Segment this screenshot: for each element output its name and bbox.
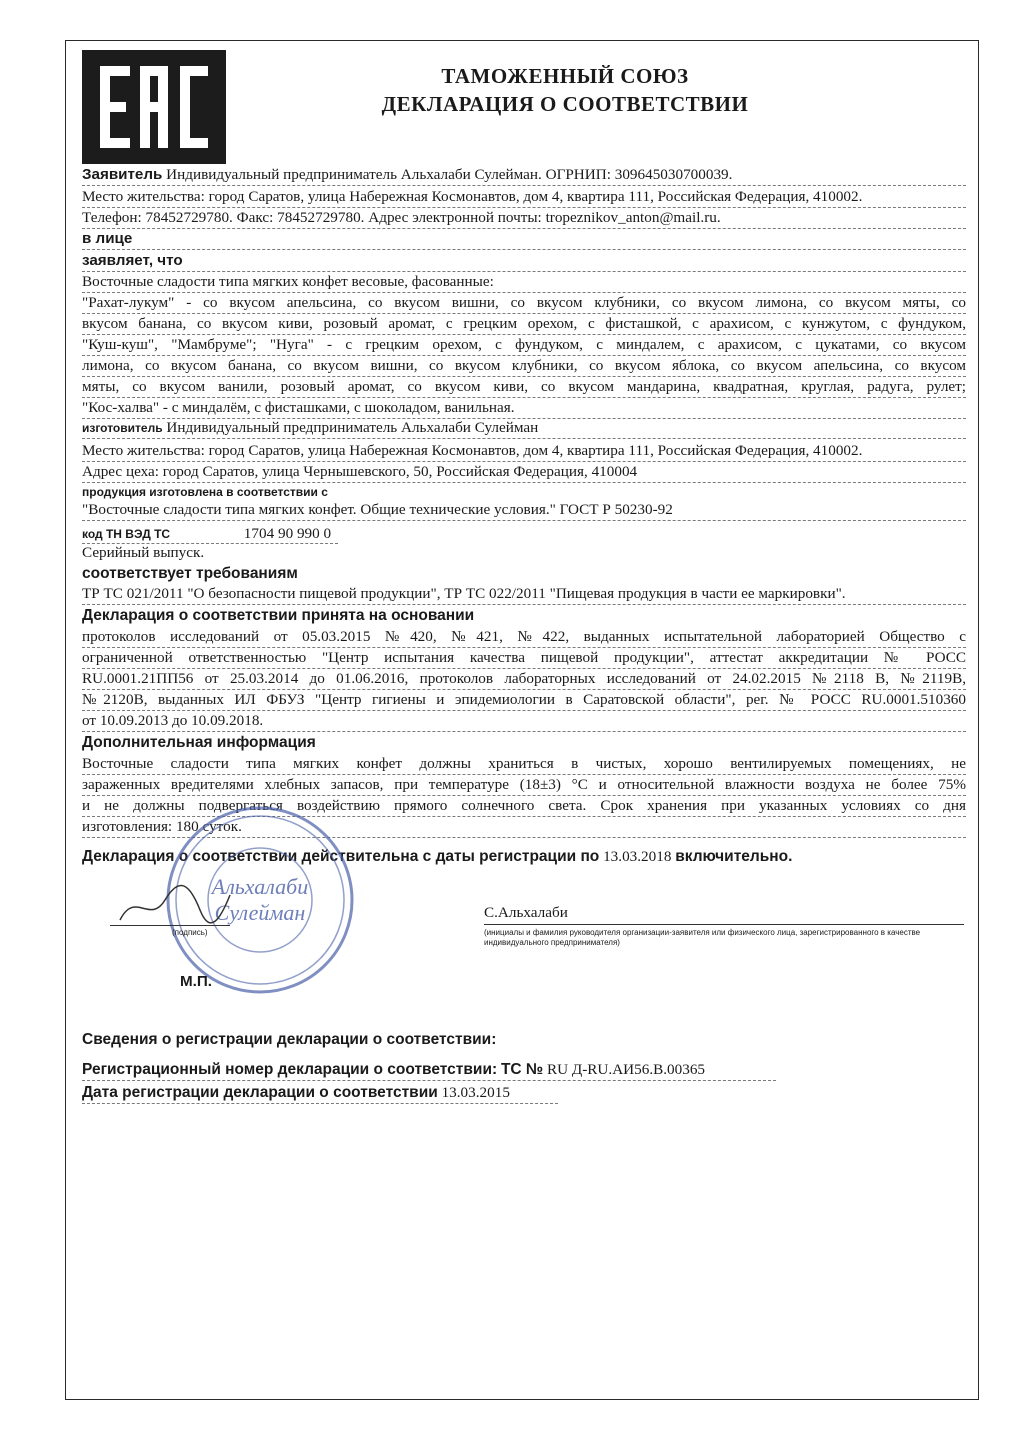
product-line4: "Куш-куш", "Мамбруме"; "Нуга" - с грецким орехом, с фундуком, с миндалем, с арахисом, с цукатами, со вкусом	[82, 335, 966, 356]
signature-caption: (подпись)	[172, 928, 208, 937]
basis-label: Декларация о соответствии принята на основании	[82, 607, 475, 624]
header-union: ТАМОЖЕННЫЙ СОЮЗ	[441, 64, 689, 88]
tnved-line	[82, 524, 966, 544]
header-declaration: ДЕКЛАРАЦИЯ О СООТВЕТСТВИИ	[381, 92, 749, 116]
standard-value: "Восточные сладости типа мягких конфет. Общие технические условия." ГОСТ Р 50230-92	[82, 500, 966, 521]
eac-logo	[82, 50, 226, 164]
registration-date-underline	[82, 1103, 558, 1104]
signatory-caption-1: (инициалы и фамилия руководителя организации-заявителя или физического лица, зарегистрированного в качестве	[484, 928, 921, 937]
standard-label: продукция изготовлена в соответствии с	[82, 485, 328, 499]
registration-number-label: Регистрационный номер декларации о соответствии:	[82, 1061, 498, 1078]
applicant-contacts: Телефон: 78452729780. Факс: 78452729780. Адрес электронной почты: tropeznikov_anton@mail.ru.	[82, 208, 966, 229]
signature-scribble	[115, 880, 235, 930]
declares-label: заявляет, что	[82, 251, 966, 272]
svg-text:Сулейман: Сулейман	[214, 900, 306, 925]
registration-number-line	[82, 1060, 966, 1080]
manufacturer-line	[82, 418, 966, 439]
validity-prefix: Декларация о соответствии действительна с даты регистрации по	[82, 848, 600, 865]
registration-date-value: 13.03.2015	[441, 1084, 510, 1101]
tnved-value: 1704 90 990 0	[243, 525, 332, 542]
registration-number-prefix: ТС №	[500, 1061, 544, 1078]
basis-line5: от 10.09.2013 до 10.09.2018.	[82, 711, 966, 732]
registration-number-underline	[82, 1080, 776, 1081]
tnved-label: код ТН ВЭД ТС	[82, 527, 171, 541]
signatory-line	[484, 924, 964, 925]
applicant-line1	[82, 165, 966, 186]
product-line5: лимона, со вкусом банана, со вкусом вишни, со вкусом клубники, со вкусом яблока, со вкусом апельсина, со вкусом	[82, 356, 966, 377]
validity-date: 13.03.2018	[603, 848, 672, 865]
manufacturer-name: Индивидуальный предприниматель Альхалаби Сулейман	[166, 419, 539, 436]
svg-text:Альхалаби: Альхалаби	[211, 874, 309, 899]
basis-line2: ограниченной ответственностью "Центр испытания качества пищевой продукции", аттестат аккредитации № РОСС	[82, 648, 966, 669]
manufacturer-address: Место жительства: город Саратов, улица Набережная Космонавтов, дом 4, квартира 111, Российская Федерация, 410002.	[82, 441, 966, 462]
signatory-caption-2: индивидуального предпринимателя)	[484, 938, 620, 947]
applicant-address: Место жительства: город Саратов, улица Набережная Космонавтов, дом 4, квартира 111, Российская Федерация, 410002.	[82, 187, 966, 208]
serial-release: Серийный выпуск.	[82, 544, 205, 561]
requirements-label: соответствует требованиям	[82, 565, 298, 582]
validity-suffix: включительно.	[675, 848, 793, 865]
additional-line2: зараженных вредителями хлебных запасов, при температуре (18±3) °С и относительной влажности воздуха не более 75%	[82, 775, 966, 796]
additional-line1: Восточные сладости типа мягких конфет должны храниться в чистых, хорошо вентилируемых помещениях, не	[82, 754, 966, 775]
product-line7: "Кос-халва" - с миндалём, с фисташками, с шоколадом, ванильная.	[82, 398, 966, 419]
product-line3: вкусом банана, со вкусом киви, розовый аромат, с грецким орехом, с фисташкой, с арахисом, с кунжутом, с фундуком,	[82, 314, 966, 335]
registration-number-value: RU Д-RU.АИ56.В.00365	[546, 1061, 706, 1078]
manufacturer-label: изготовитель	[82, 421, 163, 435]
registration-date-line	[82, 1083, 966, 1103]
requirements-value: ТР ТС 021/2011 "О безопасности пищевой продукции", ТР ТС 022/2011 "Пищевая продукция в части ее маркировки".	[82, 584, 966, 605]
registration-date-label: Дата регистрации декларации о соответствии	[82, 1084, 438, 1101]
product-line1: Восточные сладости типа мягких конфет весовые, фасованные:	[82, 272, 966, 293]
registration-heading: Сведения о регистрации декларации о соответствии:	[82, 1031, 497, 1048]
additional-label: Дополнительная информация	[82, 734, 316, 751]
additional-line4: изготовления: 180 суток.	[82, 817, 966, 838]
applicant-label: Заявитель	[82, 166, 163, 183]
product-line2: "Рахат-лукум" - со вкусом апельсина, со вкусом вишни, со вкусом клубники, со вкусом лимона, со вкусом мяты, со	[82, 293, 966, 314]
basis-line3: RU.0001.21ПП56 от 25.03.2014 до 01.06.2016, протоколов лабораторных исследований от 24.02.2015 №2118 В, №2119В,	[82, 669, 966, 690]
basis-line1: протоколов исследований от 05.03.2015 №420, №421, №422, выданных испытательной лабораторией Общество с	[82, 627, 966, 648]
additional-line3: и не должны подвергаться воздействию прямого солнечного света. Срок хранения при указанных условиях со дня	[82, 796, 966, 817]
basis-line4: №2120В, выданных ИЛ ФБУЗ "Центр гигиены и эпидемиологии в Саратовской области", рег. № РОСС RU.0001.510360	[82, 690, 966, 711]
in-person-label: в лице	[82, 229, 966, 250]
applicant-name: Индивидуальный предприниматель Альхалаби Сулейман. ОГРНИП: 309645030700039.	[166, 166, 733, 183]
manufacturer-workshop: Адрес цеха: город Саратов, улица Чернышевского, 50, Российская Федерация, 410004	[82, 462, 966, 483]
product-line6: мяты, со вкусом ванили, розовый аромат, со вкусом киви, со вкусом мандарина, квадратная, круглая, радуга, рулет;	[82, 377, 966, 398]
signatory-name: С.Альхалаби	[484, 904, 568, 921]
mp-mark: М.П.	[180, 973, 213, 990]
